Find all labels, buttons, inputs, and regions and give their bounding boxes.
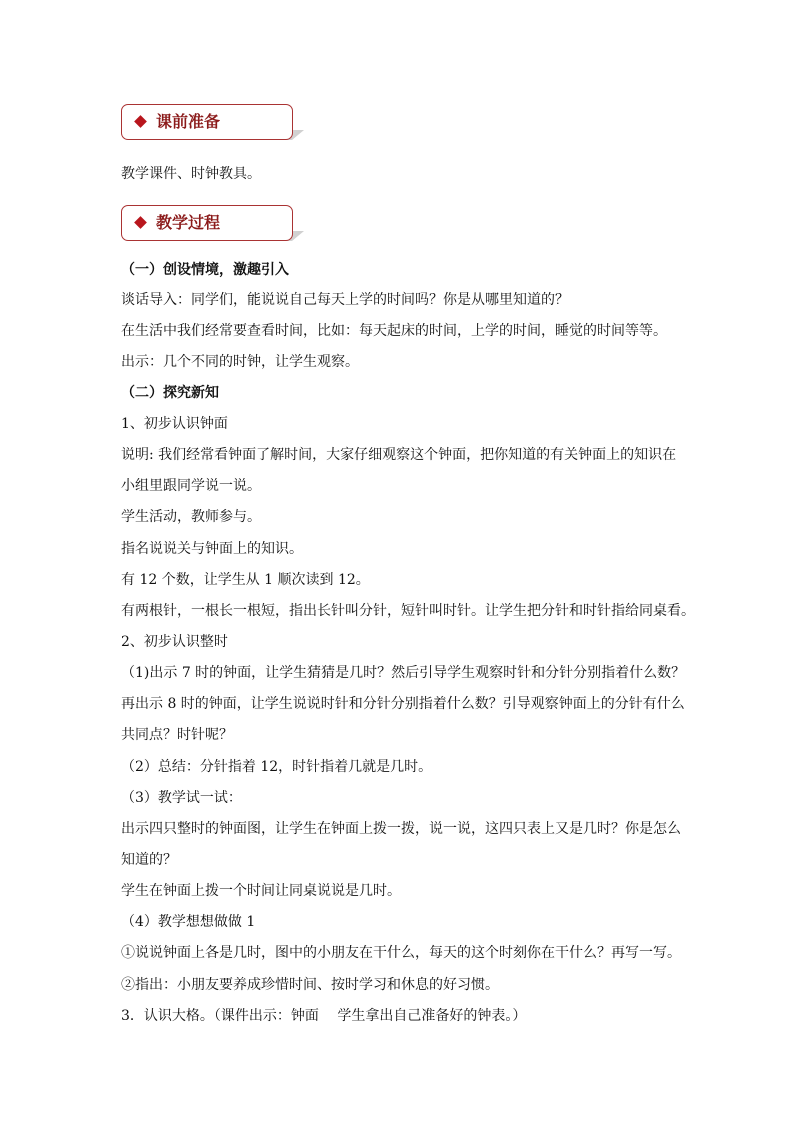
body-text: 指名说说关与钟面上的知识。 (121, 541, 303, 557)
body-text: ②指出：小朋友要养成珍惜时间、按时学习和休息的好习惯。 (121, 977, 499, 993)
body-text: （1)出示 7 时的钟面，让学生猜猜是几时？然后引导学生观察时针和分针分别指着什么数？ (121, 665, 686, 681)
section-title: 课前准备 (156, 112, 221, 131)
diamond-bullet-icon (134, 115, 147, 128)
body-text: 3．认识大格。（课件出示：钟面 学生拿出自己准备好的钟表。） (121, 1008, 527, 1024)
body-text: 说明: 我们经常看钟面了解时间，大家仔细观察这个钟面，把你知道的有关钟面上的知识在 (121, 447, 677, 463)
body-text: 知道的？ (121, 852, 177, 868)
body-text: （4）教学想想做做 1 (121, 914, 256, 930)
body-text: 出示四只整时的钟面图，让学生在钟面上拨一拨，说一说，这四只表上又是几时？你是怎么 (121, 821, 681, 837)
body-text: ①说说钟面上各是几时，图中的小朋友在干什么，每天的这个时刻你在干什么？再写一写。 (121, 945, 681, 961)
body-text: 在生活中我们经常要查看时间，比如：每天起床的时间，上学的时间，睡觉的时间等等。 (121, 323, 667, 339)
body-text: 学生在钟面上拨一个时间让同桌说说是几时。 (121, 883, 401, 899)
body-text: 再出示 8 时的钟面，让学生说说时针和分针分别指着什么数？引导观察钟面上的分针有什么 (121, 696, 685, 712)
body-text: 学生活动，教师参与。 (121, 509, 261, 525)
body-text: 出示：几个不同的时钟，让学生观察。 (121, 354, 359, 370)
body-text: 小组里跟同学说一说。 (121, 478, 261, 494)
body-text: 有两根针，一根长一根短，指出长针叫分针，短针叫时针。让学生把分针和时针指给同桌看。 (121, 603, 695, 619)
section-header-prep (121, 104, 293, 140)
body-text: 谈话导入：同学们，能说说自己每天上学的时间吗？你是从哪里知道的？ (121, 292, 569, 308)
body-text: 有 12 个数，让学生从 1 顺次读到 12。 (121, 572, 370, 588)
body-text: 共同点？时针呢？ (121, 727, 233, 743)
section-title: 教学过程 (156, 213, 221, 232)
body-text: （2）总结：分针指着 12，时针指着几就是几时。 (121, 759, 433, 775)
body-text: 2、初步认识整时 (121, 634, 228, 650)
subheading: （二）探究新知 (121, 385, 219, 401)
subheading: （一）创设情境，激趣引入 (121, 262, 289, 278)
body-text: （3）教学试一试： (121, 790, 242, 806)
body-text: 教学课件、时钟教具。 (121, 166, 261, 182)
body-text: 1、初步认识钟面 (121, 416, 228, 432)
diamond-bullet-icon (134, 216, 147, 229)
section-header-process (121, 205, 293, 241)
